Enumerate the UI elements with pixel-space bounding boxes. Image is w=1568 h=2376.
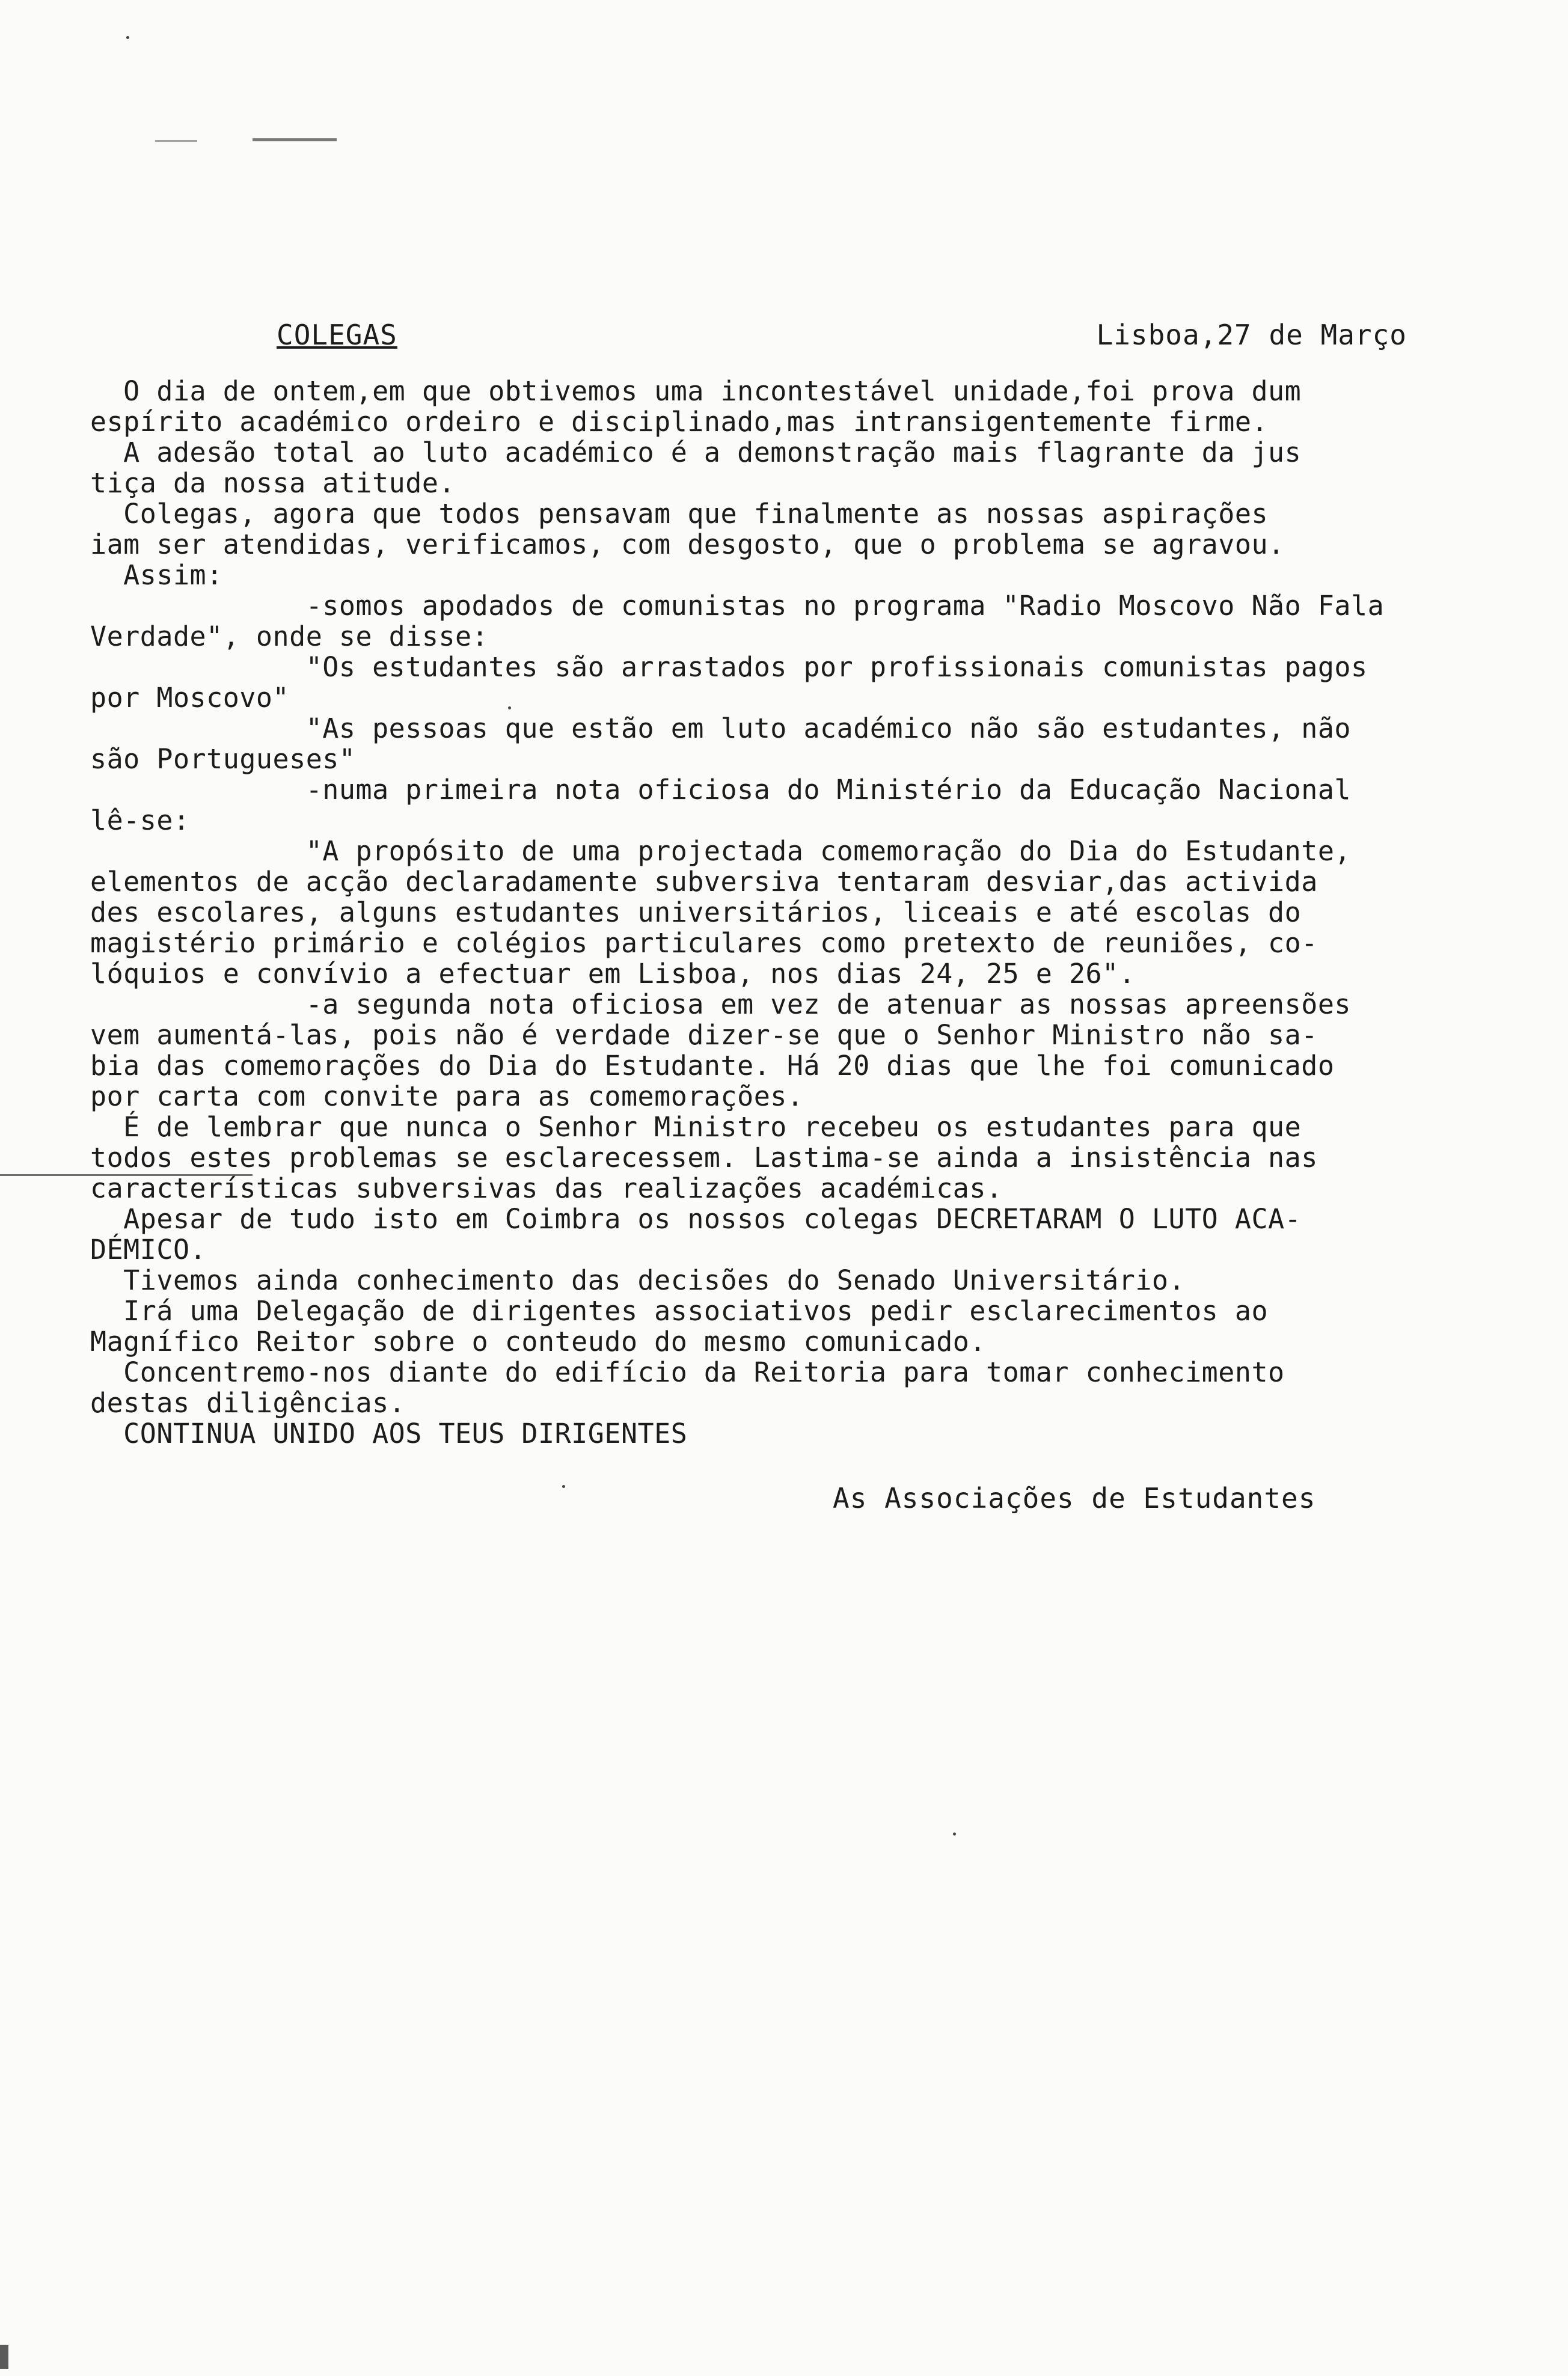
document-line: "A propósito de uma projectada comemoração do Dia do Estudante, [90,835,1352,867]
document-line: Colegas, agora que todos pensavam que finalmente as nossas aspirações [90,498,1269,530]
document-line: -a segunda nota oficiosa em vez de atenuar as nossas apreensões [90,988,1352,1020]
document-line: Verdade", onde se disse: [90,620,489,652]
document-line: A adesão total ao luto académico é a demonstração mais flagrante da jus [90,436,1302,468]
document-date: Lisboa,27 de Março [1096,319,1407,351]
document-line: magistério primário e colégios particulares como pretexto de reuniões, co- [90,927,1318,959]
document-line: Irá uma Delegação de dirigentes associativos pedir esclarecimentos ao [90,1295,1269,1327]
document-line: "Os estudantes são arrastados por profissionais comunistas pagos [90,651,1368,683]
scan-smudge [155,140,197,142]
document-line: lê-se: [90,804,190,836]
document-line: elementos de acção declaradamente subversiva tentaram desviar,das activida [90,866,1318,898]
document-line: destas diligências. [90,1387,406,1419]
document-line: lóquios e convívio a efectuar em Lisboa, nos dias 24, 25 e 26". [90,958,1136,990]
document-line: "As pessoas que estão em luto académico não são estudantes, não [90,712,1352,744]
document-line: -numa primeira nota oficiosa do Ministério da Educação Nacional [90,774,1352,806]
scan-speck [562,1485,565,1488]
document-line: Tivemos ainda conhecimento das decisões do Senado Universitário. [90,1264,1186,1296]
scan-edge-mark [0,2345,8,2369]
document-signature: As Associações de Estudantes [833,1482,1316,1514]
document-line: por carta com convite para as comemorações. [90,1080,804,1112]
document-line: vem aumentá-las, pois não é verdade dizer-se que o Senhor Ministro não sa- [90,1019,1318,1051]
document-line: É de lembrar que nunca o Senhor Ministro recebeu os estudantes para que [90,1111,1302,1143]
document-line: DÉMICO. [90,1234,207,1266]
document-line: Apesar de tudo isto em Coimbra os nossos colegas DECRETARAM O LUTO ACA- [90,1203,1302,1235]
document-line: -somos apodados de comunistas no programa "Radio Moscovo Não Fala [90,590,1385,622]
document-line: por Moscovo" [90,682,290,714]
document-title: COLEGAS [277,319,397,351]
scan-speck [953,1833,956,1836]
document-line: O dia de ontem,em que obtivemos uma incontestável unidade,foi prova dum [90,375,1302,407]
document-line: características subversivas das realizações académicas. [90,1172,1003,1204]
document-line: tiça da nossa atitude. [90,467,456,499]
document-line: bia das comemorações do Dia do Estudante. Há 20 dias que lhe foi comunicado [90,1050,1335,1082]
document-line: des escolares, alguns estudantes universitários, liceais e até escolas do [90,896,1302,928]
scan-speck [126,36,129,39]
document-line: são Portugueses" [90,743,356,775]
document-line: Magnífico Reitor sobre o conteudo do mesmo comunicado. [90,1326,986,1358]
document-header [277,319,1407,361]
document-line: CONTINUA UNIDO AOS TEUS DIRIGENTES [90,1418,688,1450]
document-body [90,376,1461,1449]
document-line: espírito académico ordeiro e disciplinado,mas intransigentemente firme. [90,406,1269,438]
document-line: iam ser atendidas, verificamos, com desgosto, que o problema se agravou. [90,528,1285,560]
document-line: Concentremo-nos diante do edifício da Reitoria para tomar conhecimento [90,1356,1285,1388]
document-line: todos estes problemas se esclarecessem. Lastima-se ainda a insistência nas [90,1142,1318,1174]
scan-smudge [253,138,337,141]
document-line: Assim: [90,559,223,591]
